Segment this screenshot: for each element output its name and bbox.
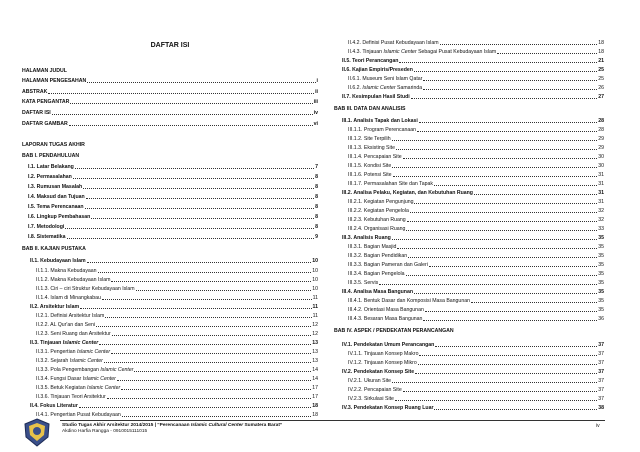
toc-entry-label: II.2.2. AL Qur'an dan Seni bbox=[36, 322, 96, 328]
toc-entry bbox=[348, 298, 604, 304]
toc-entry bbox=[348, 181, 604, 187]
dot-leader bbox=[419, 355, 597, 356]
dot-leader bbox=[107, 398, 312, 399]
toc-entry-label: II.2.3. Seni Ruang dan Arsitektur bbox=[36, 331, 111, 337]
toc-entry bbox=[348, 378, 604, 384]
toc-entry bbox=[28, 174, 318, 180]
dot-leader bbox=[65, 228, 314, 229]
toc-entry-label: III.1.6. Potensi Site bbox=[348, 172, 392, 178]
toc-entry bbox=[36, 412, 318, 418]
toc-entry-label: II.7. Kesimpulan Hasil Studi bbox=[342, 94, 410, 100]
toc-entry-label: BAB IV. ASPEK / PENDEKATAN PERANCANGAN bbox=[334, 328, 454, 334]
toc-entry bbox=[36, 367, 318, 373]
toc-entry-page: 27 bbox=[598, 94, 604, 100]
toc-entry-label: DAFTAR ISI bbox=[22, 110, 51, 116]
toc-entry-page: 35 bbox=[598, 262, 604, 268]
dot-leader bbox=[134, 371, 311, 372]
toc-entry-page: 18 bbox=[598, 40, 604, 46]
toc-entry-label: III.4.1. Bentuk Dasar dan Komposisi Masa Bangunan bbox=[348, 298, 470, 304]
toc-entry bbox=[36, 268, 318, 274]
toc-entry-label: II.3.4. Fungsi Dasar Islamic Center bbox=[36, 376, 116, 382]
toc-entry-label: III.1.4. Pencapaian Site bbox=[348, 154, 402, 160]
dot-leader bbox=[111, 281, 311, 282]
toc-entry-page: 11 bbox=[312, 313, 318, 319]
toc-entry-page: 10 bbox=[312, 258, 318, 264]
toc-entry bbox=[22, 153, 318, 159]
toc-entry-page: 26 bbox=[598, 85, 604, 91]
toc-entry-page: 38 bbox=[598, 405, 604, 411]
footer-text-italic: Islamic Cultural Center bbox=[190, 423, 244, 428]
toc-entry-page: 31 bbox=[598, 190, 604, 196]
dot-leader bbox=[48, 93, 314, 94]
toc-entry-label: II.6.2. Islamic Center Samarinda bbox=[348, 85, 423, 91]
toc-entry bbox=[342, 118, 604, 124]
dot-leader bbox=[67, 238, 315, 239]
toc-entry bbox=[348, 262, 604, 268]
toc-entry-label: II.5. Teori Perancangan bbox=[342, 58, 399, 64]
toc-entry bbox=[342, 190, 604, 196]
toc-entry-page: 8 bbox=[315, 214, 318, 220]
dot-leader bbox=[471, 302, 597, 303]
toc-entry-label: III.1. Analisis Tapak dan Lokasi bbox=[342, 118, 418, 124]
toc-entry-page: 35 bbox=[598, 271, 604, 277]
toc-entry bbox=[342, 369, 604, 375]
dot-leader bbox=[85, 208, 315, 209]
toc-entry-label: I.3. Rumusan Masalah bbox=[28, 184, 83, 190]
page-number: iv bbox=[596, 423, 600, 429]
dot-leader bbox=[392, 382, 597, 383]
toc-entry bbox=[348, 49, 604, 55]
toc-entry-label: II.4.3. Tinjauan Islamic Center Sebagai Pusat Kebudayaan Islam bbox=[348, 49, 497, 55]
toc-entry bbox=[334, 328, 604, 334]
toc-entry-page: 18 bbox=[312, 412, 318, 418]
toc-entry-label: II.3.1. Pengertian Islamic Center bbox=[36, 349, 111, 355]
dot-leader bbox=[474, 194, 597, 195]
toc-entry-page: 31 bbox=[598, 172, 604, 178]
toc-entry bbox=[348, 163, 604, 169]
toc-entry-label: I.7. Metodologi bbox=[28, 224, 65, 230]
dot-leader bbox=[83, 188, 314, 189]
toc-entry-label: III.4.2. Orientasi Masa Bangunan bbox=[348, 307, 424, 313]
dot-leader bbox=[75, 168, 314, 169]
toc-entry bbox=[342, 58, 604, 64]
toc-entry bbox=[348, 360, 604, 366]
dot-leader bbox=[423, 320, 597, 321]
dot-leader bbox=[399, 62, 597, 63]
dot-leader bbox=[91, 218, 314, 219]
footer-divider bbox=[60, 420, 605, 421]
toc-entry-page: 37 bbox=[598, 396, 604, 402]
toc-entry-page: 12 bbox=[312, 322, 318, 328]
toc-entry-label: I.4. Maksud dan Tujuan bbox=[28, 194, 85, 200]
toc-entry-label: II.1.1. Makna Kebudayaan bbox=[36, 268, 97, 274]
toc-entry bbox=[36, 286, 318, 292]
toc-entry bbox=[348, 85, 604, 91]
toc-entry-label: I.2. Permasalahan bbox=[28, 174, 72, 180]
dot-leader bbox=[87, 262, 312, 263]
toc-entry-label: IV.2.1. Ukuran Site bbox=[348, 378, 392, 384]
toc-entry-page: 14 bbox=[312, 376, 318, 382]
dot-leader bbox=[403, 391, 597, 392]
dot-leader bbox=[407, 221, 598, 222]
page-title: DAFTAR ISI bbox=[150, 42, 190, 49]
toc-entry-page: 32 bbox=[598, 217, 604, 223]
toc-entry bbox=[342, 342, 604, 348]
dot-leader bbox=[379, 284, 597, 285]
toc-entry-page: 13 bbox=[312, 349, 318, 355]
toc-entry-label: II.6. Kajian Empiris/Preseden bbox=[342, 67, 413, 73]
dot-leader bbox=[96, 326, 311, 327]
toc-entry bbox=[348, 154, 604, 160]
dot-leader bbox=[87, 82, 315, 83]
toc-entry-label: IV.1.1. Tinjauan Konsep Makro bbox=[348, 351, 419, 357]
toc-entry-page: i bbox=[316, 78, 318, 84]
toc-entry bbox=[30, 258, 318, 264]
toc-entry-label: III.3. Analisis Ruang bbox=[342, 235, 391, 241]
toc-entry-label: III.2.1. Kegiatan Pengunjung bbox=[348, 199, 414, 205]
toc-entry-page: 10 bbox=[312, 268, 318, 274]
toc-entry-label: III.4.3. Besaran Masa Bangunan bbox=[348, 316, 423, 322]
toc-entry-label: III.4. Analisa Masa Bangunan bbox=[342, 289, 414, 295]
toc-entry-page: 28 bbox=[598, 127, 604, 133]
toc-entry-page: 37 bbox=[598, 342, 604, 348]
toc-entry-label: DAFTAR GAMBAR bbox=[22, 121, 68, 127]
dot-leader bbox=[393, 176, 598, 177]
toc-entry bbox=[348, 172, 604, 178]
toc-entry-page: 37 bbox=[598, 378, 604, 384]
toc-entry bbox=[348, 136, 604, 142]
toc-entry-page: 30 bbox=[598, 154, 604, 160]
dot-leader bbox=[392, 140, 598, 141]
footer-author: Akdino Harfia Rangga - 0910015111015 bbox=[62, 429, 148, 434]
toc-entry-label: II.3.6. Tinjauan Teori Arsitektur bbox=[36, 394, 106, 400]
dot-leader bbox=[434, 409, 597, 410]
toc-entry-label: III.2.2. Kegiatan Pengelola bbox=[348, 208, 409, 214]
toc-entry bbox=[22, 68, 318, 74]
dot-leader bbox=[79, 407, 311, 408]
toc-entry bbox=[22, 110, 318, 116]
toc-entry bbox=[36, 349, 318, 355]
dot-leader bbox=[105, 317, 311, 318]
toc-entry-label: III.3.5. Servis bbox=[348, 280, 379, 286]
toc-entry-label: II.1. Kebudayaan Islam bbox=[30, 258, 86, 264]
toc-entry-page: 14 bbox=[312, 367, 318, 373]
dot-leader bbox=[52, 114, 313, 115]
toc-entry-page: 18 bbox=[598, 49, 604, 55]
dot-leader bbox=[99, 344, 311, 345]
toc-entry-label: II.2.1. Definisi Arsitektur Islam bbox=[36, 313, 105, 319]
toc-entry-page: 37 bbox=[598, 360, 604, 366]
toc-entry-label: BAB III. DATA DAN ANALISIS bbox=[334, 106, 406, 112]
toc-entry-page: 12 bbox=[312, 331, 318, 337]
toc-entry bbox=[22, 89, 318, 95]
toc-entry bbox=[30, 403, 318, 409]
toc-entry bbox=[348, 316, 604, 322]
dot-leader bbox=[414, 203, 597, 204]
toc-entry bbox=[348, 199, 604, 205]
toc-entry-label: II.3.2. Sejarah Islamic Center bbox=[36, 358, 103, 364]
toc-entry-label: BAB II. KAJIAN PUSTAKA bbox=[22, 246, 86, 252]
toc-entry-page: 8 bbox=[315, 184, 318, 190]
toc-entry-label: I.6. Lingkup Pembahasan bbox=[28, 214, 91, 220]
dot-leader bbox=[112, 335, 312, 336]
toc-entry-page: 8 bbox=[315, 204, 318, 210]
dot-leader bbox=[408, 257, 597, 258]
toc-entry bbox=[22, 78, 318, 84]
toc-entry-page: 10 bbox=[312, 277, 318, 283]
dot-leader bbox=[418, 364, 597, 365]
toc-entry-label: III.3.2. Bagian Pendidikan bbox=[348, 253, 408, 259]
dot-leader bbox=[440, 44, 598, 45]
dot-leader bbox=[419, 122, 597, 123]
toc-entry-page: 25 bbox=[598, 67, 604, 73]
toc-entry bbox=[28, 184, 318, 190]
toc-entry-page: 29 bbox=[598, 136, 604, 142]
toc-entry-page: 35 bbox=[598, 280, 604, 286]
toc-entry-label: III.1.2. Site Terpilih bbox=[348, 136, 391, 142]
toc-entry bbox=[36, 295, 318, 301]
toc-entry-page: 29 bbox=[598, 145, 604, 151]
toc-entry bbox=[348, 307, 604, 313]
toc-entry bbox=[36, 358, 318, 364]
toc-entry bbox=[342, 405, 604, 411]
toc-entry bbox=[28, 164, 318, 170]
toc-entry-page: 11 bbox=[312, 295, 318, 301]
toc-entry-page: 35 bbox=[598, 289, 604, 295]
toc-entry-label: III.3.1. Bagian Masjid bbox=[348, 244, 397, 250]
dot-leader bbox=[406, 275, 598, 276]
toc-entry-page: 21 bbox=[598, 58, 604, 64]
dot-leader bbox=[73, 178, 314, 179]
toc-entry-page: 8 bbox=[315, 194, 318, 200]
toc-entry bbox=[28, 194, 318, 200]
dot-leader bbox=[392, 167, 597, 168]
toc-entry-page: 11 bbox=[312, 304, 318, 310]
toc-entry bbox=[36, 313, 318, 319]
toc-entry-page: ii bbox=[315, 89, 318, 95]
toc-entry-page: 33 bbox=[598, 226, 604, 232]
dot-leader bbox=[417, 131, 597, 132]
toc-entry-label: I.5. Tema Perencanaan bbox=[28, 204, 84, 210]
toc-entry-page: 31 bbox=[598, 199, 604, 205]
toc-entry bbox=[22, 246, 318, 252]
toc-entry-page: 32 bbox=[598, 208, 604, 214]
dot-leader bbox=[121, 389, 311, 390]
toc-entry bbox=[22, 99, 318, 105]
dot-leader bbox=[392, 239, 597, 240]
toc-entry bbox=[334, 106, 604, 112]
dot-leader bbox=[396, 149, 597, 150]
toc-entry-label: IV.3. Pendekatan Konsep Ruang Luar bbox=[342, 405, 434, 411]
toc-entry-label: IV.2. Pendekatan Konsep Site bbox=[342, 369, 415, 375]
dot-leader bbox=[136, 290, 312, 291]
dot-leader bbox=[411, 98, 597, 99]
dot-leader bbox=[414, 71, 597, 72]
toc-entry bbox=[28, 224, 318, 230]
toc-entry bbox=[36, 277, 318, 283]
dot-leader bbox=[415, 373, 597, 374]
toc-entry bbox=[342, 94, 604, 100]
dot-leader bbox=[403, 158, 598, 159]
dot-leader bbox=[397, 248, 597, 249]
toc-entry-label: IV.2.3. Sirkulasi Site bbox=[348, 396, 394, 402]
toc-entry bbox=[348, 208, 604, 214]
toc-entry-page: 35 bbox=[598, 307, 604, 313]
toc-entry-label: II.1.4. Islam di Minangkabau bbox=[36, 295, 101, 301]
toc-entry bbox=[348, 351, 604, 357]
toc-entry bbox=[348, 271, 604, 277]
dot-leader bbox=[497, 53, 597, 54]
dot-leader bbox=[423, 89, 597, 90]
toc-entry-label: III.2. Analisa Pelaku, Kegiatan, dan Kebutuhan Ruang bbox=[342, 190, 473, 196]
toc-entry-page: 8 bbox=[315, 224, 318, 230]
toc-entry-page: 8 bbox=[315, 174, 318, 180]
toc-entry-label: HALAMAN JUDUL bbox=[22, 68, 67, 74]
toc-entry-page: 7 bbox=[315, 164, 318, 170]
toc-entry-label: IV.2.2. Pencapaian Site bbox=[348, 387, 402, 393]
toc-entry-label: IV.1. Pendekatan Umum Perancangan bbox=[342, 342, 435, 348]
toc-entry-label: III.1.1. Program Perencanaan bbox=[348, 127, 417, 133]
toc-entry-label: II.3.3. Pola Pengembangan Islamic Center bbox=[36, 367, 134, 373]
toc-entry-page: 13 bbox=[312, 340, 318, 346]
toc-entry bbox=[36, 376, 318, 382]
toc-entry-page: 9 bbox=[315, 234, 318, 240]
toc-entry-page: 30 bbox=[598, 163, 604, 169]
footer bbox=[62, 423, 282, 435]
toc-entry-label: IV.1.2. Tinjauan Konsep Mikro bbox=[348, 360, 417, 366]
dot-leader bbox=[98, 272, 312, 273]
toc-entry-label: III.3.4. Bagian Pengelola bbox=[348, 271, 405, 277]
toc-entry-label: III.1.7. Permasalahan Site dan Tapak bbox=[348, 181, 433, 187]
dot-leader bbox=[70, 103, 312, 104]
toc-entry-page: 35 bbox=[598, 298, 604, 304]
toc-entry-page: 37 bbox=[598, 369, 604, 375]
toc-entry bbox=[348, 280, 604, 286]
toc-entry bbox=[36, 385, 318, 391]
toc-entry-label: HALAMAN PENGESAHAN bbox=[22, 78, 87, 84]
toc-entry-label: III.1.5. Kondisi Site bbox=[348, 163, 392, 169]
dot-leader bbox=[423, 80, 597, 81]
toc-entry-label: I.1. Latar Belakang bbox=[28, 164, 74, 170]
toc-entry-label: II.1.3. Ciri – ciri Struktur Kebudayaan Islam bbox=[36, 286, 135, 292]
dot-leader bbox=[122, 416, 311, 417]
toc-entry bbox=[348, 76, 604, 82]
toc-entry-page: 35 bbox=[598, 235, 604, 241]
dot-leader bbox=[117, 380, 311, 381]
toc-entry bbox=[22, 121, 318, 127]
toc-entry bbox=[348, 387, 604, 393]
toc-entry bbox=[348, 253, 604, 259]
toc-entry bbox=[348, 396, 604, 402]
dot-leader bbox=[406, 230, 597, 231]
toc-entry-label: III.1.3. Eksisting Site bbox=[348, 145, 395, 151]
toc-entry bbox=[348, 127, 604, 133]
toc-entry bbox=[348, 244, 604, 250]
toc-entry-label: II.2. Arsitektur Islam bbox=[30, 304, 80, 310]
toc-entry-label: KATA PENGANTAR bbox=[22, 99, 70, 105]
toc-entry bbox=[36, 331, 318, 337]
dot-leader bbox=[102, 299, 312, 300]
toc-entry-page: 37 bbox=[598, 351, 604, 357]
toc-entry-page: 10 bbox=[312, 286, 318, 292]
dot-leader bbox=[395, 400, 597, 401]
toc-entry-page: 17 bbox=[312, 394, 318, 400]
toc-entry bbox=[28, 214, 318, 220]
toc-entry bbox=[22, 142, 318, 148]
toc-entry-page: 18 bbox=[312, 403, 318, 409]
dot-leader bbox=[111, 353, 311, 354]
toc-entry-label: II.3.5. Betuk Kegiatan Islamic Center bbox=[36, 385, 121, 391]
toc-entry bbox=[36, 394, 318, 400]
toc-entry-page: 17 bbox=[312, 385, 318, 391]
toc-entry bbox=[342, 289, 604, 295]
dot-leader bbox=[86, 198, 314, 199]
toc-entry bbox=[30, 304, 318, 310]
dot-leader bbox=[410, 212, 597, 213]
toc-entry bbox=[348, 40, 604, 46]
toc-entry-label: II.3. Tinjauan Islamic Center bbox=[30, 340, 99, 346]
toc-entry-label: III.3.3. Bagian Pameran dan Galeri bbox=[348, 262, 428, 268]
toc-entry bbox=[348, 217, 604, 223]
dot-leader bbox=[425, 311, 597, 312]
toc-entry-label: II.4.1. Pengertian Pusat Kebudayaan bbox=[36, 412, 121, 418]
dot-leader bbox=[414, 293, 597, 294]
toc-entry bbox=[36, 322, 318, 328]
toc-entry-label: II.1.2. Makna Kebudayaan Islam bbox=[36, 277, 111, 283]
toc-entry-page: 28 bbox=[598, 118, 604, 124]
toc-entry-label: II.4.2. Definisi Pusat Kebudayaan Islam bbox=[348, 40, 439, 46]
toc-entry-label: III.2.3. Kebutuhan Ruang bbox=[348, 217, 406, 223]
dot-leader bbox=[429, 266, 597, 267]
toc-entry bbox=[348, 226, 604, 232]
dot-leader bbox=[80, 308, 311, 309]
dot-leader bbox=[69, 125, 313, 126]
toc-entry-label: I.8. Sistematika bbox=[28, 234, 66, 240]
toc-entry-page: 31 bbox=[598, 181, 604, 187]
toc-entry bbox=[342, 235, 604, 241]
toc-entry-page: 37 bbox=[598, 387, 604, 393]
footer-text-c: Sumatera Barat” bbox=[243, 423, 283, 428]
toc-entry-page: 25 bbox=[598, 76, 604, 82]
toc-entry-label: ABSTRAK bbox=[22, 89, 48, 95]
university-logo bbox=[22, 417, 52, 447]
dot-leader bbox=[434, 185, 597, 186]
toc-entry-label: III.2.4. Organisasi Ruang bbox=[348, 226, 406, 232]
toc-entry bbox=[28, 234, 318, 240]
toc-entry bbox=[342, 67, 604, 73]
footer-text-a: Studio Tugas Akhir Arsitektur 2014/2015 | “Perencanaan bbox=[62, 423, 191, 428]
toc-entry-label: II.4. Fokus Literatur bbox=[30, 403, 78, 409]
toc-entry-page: iv bbox=[313, 110, 318, 116]
toc-entry-page: vi bbox=[313, 121, 318, 127]
toc-entry bbox=[28, 204, 318, 210]
toc-entry-label: BAB I. PENDAHULUAN bbox=[22, 153, 80, 159]
toc-entry-label: LAPORAN TUGAS AKHIR bbox=[22, 142, 85, 148]
toc-entry-label: II.6.1. Museum Seni Islam Qatar bbox=[348, 76, 423, 82]
toc-entry bbox=[30, 340, 318, 346]
toc-entry-page: 35 bbox=[598, 253, 604, 259]
toc-entry-page: 13 bbox=[312, 358, 318, 364]
toc-entry-page: iii bbox=[313, 99, 318, 105]
dot-leader bbox=[104, 362, 311, 363]
toc-entry bbox=[348, 145, 604, 151]
dot-leader bbox=[435, 346, 597, 347]
toc-entry-page: 35 bbox=[598, 244, 604, 250]
toc-entry-page: 36 bbox=[598, 316, 604, 322]
